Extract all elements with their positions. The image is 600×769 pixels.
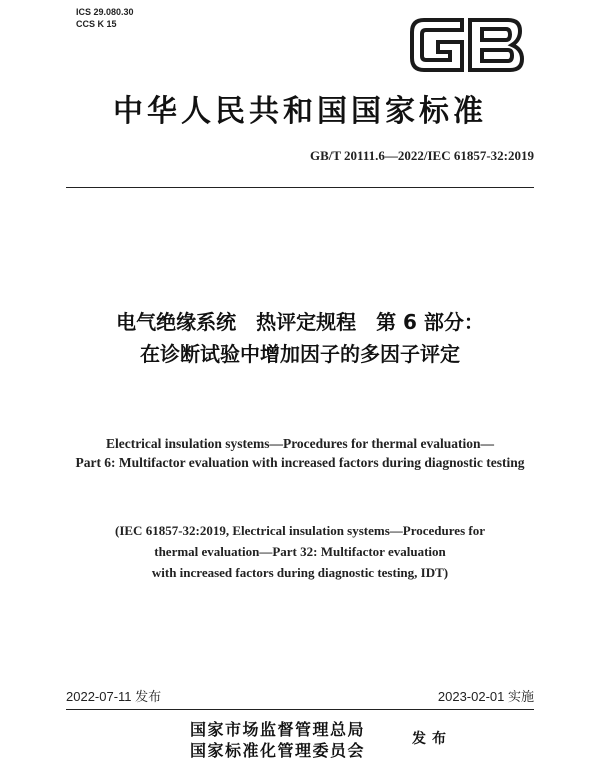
standard-number: GB/T 20111.6—2022/IEC 61857-32:2019 bbox=[309, 148, 534, 163]
equivalence-line-3: with increased factors during diagnostic testing, IDT) bbox=[151, 565, 449, 580]
standard-title: 中华人民共和国国家标准 bbox=[113, 94, 487, 129]
issuing-authorities bbox=[190, 719, 365, 761]
publish-label: 发布 bbox=[412, 731, 452, 747]
issuer-samr: 国家市场监督管理总局 bbox=[190, 720, 366, 739]
issuer-sac: 国家标准化管理委员会 bbox=[190, 741, 366, 760]
english-title-line-2: Part 6: Multifactor evaluation with increased factors during diagnostic testing bbox=[75, 455, 525, 470]
chinese-title bbox=[0, 306, 600, 370]
implementation-date: 2023-02-01 实施 bbox=[437, 689, 534, 704]
ccs-code: CCS K 15 bbox=[76, 19, 117, 29]
bottom-divider bbox=[66, 709, 534, 710]
english-title-line-1: Electrical insulation systems—Procedures for thermal evaluation— bbox=[105, 436, 495, 451]
ics-code: ICS 29.080.30 bbox=[76, 7, 134, 17]
chinese-title-line-1: 电气绝缘系统 热评定规程 第 6 部分： bbox=[116, 310, 484, 334]
equivalence-statement bbox=[0, 520, 600, 583]
equivalence-line-1: (IEC 61857-32:2019, Electrical insulation systems—Procedures for bbox=[115, 523, 485, 538]
english-title bbox=[0, 434, 600, 472]
top-divider bbox=[66, 187, 534, 188]
chinese-title-line-2: 在诊断试验中增加因子的多因子评定 bbox=[140, 342, 460, 366]
equivalence-line-2: thermal evaluation—Part 32: Multifactor evaluation bbox=[154, 544, 446, 559]
classification-codes bbox=[76, 6, 134, 30]
gb-logo bbox=[406, 14, 528, 76]
issue-date: 2022-07-11 发布 bbox=[66, 689, 162, 704]
